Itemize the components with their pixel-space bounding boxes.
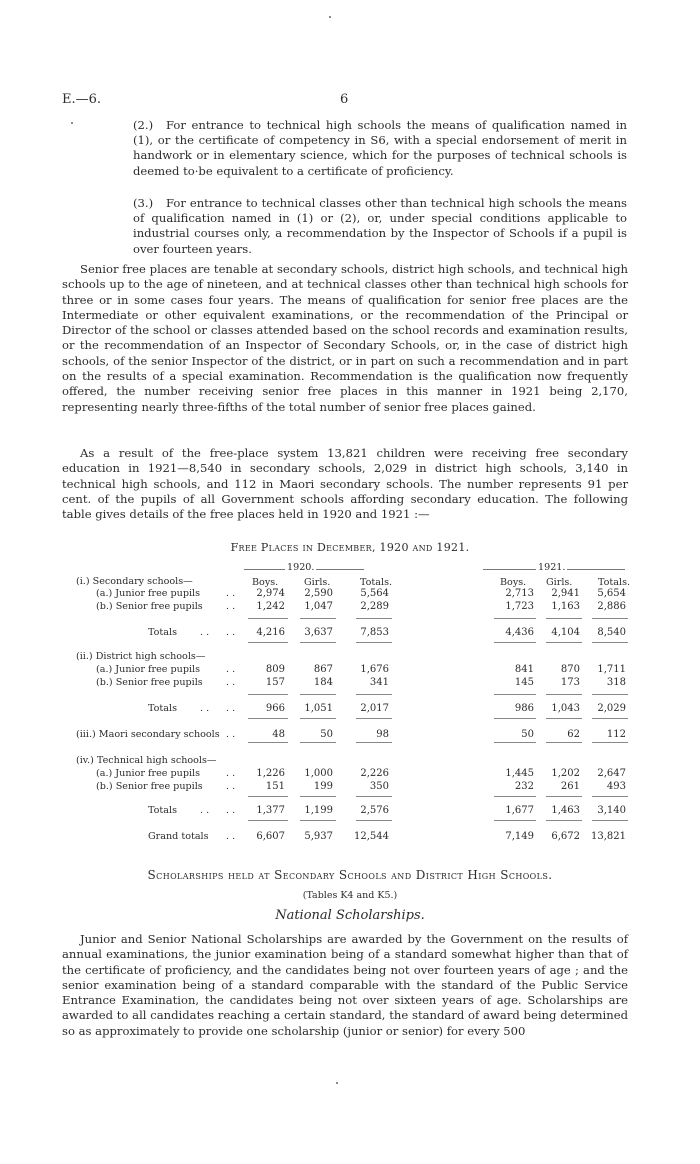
table-cell: 2,029 — [597, 703, 626, 714]
table-cell: 1,677 — [505, 805, 534, 816]
table-cell: 232 — [514, 781, 534, 792]
table-rule — [300, 694, 336, 695]
table-cell: 112 — [606, 729, 626, 740]
table-cell: 2,647 — [597, 768, 626, 779]
scan-mark — [336, 1082, 338, 1084]
table-rule — [494, 820, 536, 821]
table-rule — [248, 820, 288, 821]
table-cell: 1,723 — [505, 601, 534, 612]
table-rule — [356, 694, 392, 695]
col-header: Totals. — [598, 577, 631, 588]
table-cell: 2,576 — [360, 805, 389, 816]
row-group-label: (ii.) District high schools— — [76, 651, 206, 662]
section-subheading: (Tables K4 and K5.) — [302, 890, 398, 901]
table-cell: 3,637 — [304, 627, 333, 638]
table-cell: 145 — [514, 677, 534, 688]
table-cell: 493 — [606, 781, 626, 792]
table-rule — [592, 796, 628, 797]
section-title: National Scholarships. — [275, 908, 425, 923]
col-header: Girls. — [546, 577, 573, 588]
table-cell: 841 — [514, 664, 534, 675]
table-cell: 966 — [265, 703, 285, 714]
table-rule — [494, 796, 536, 797]
table-cell: 2,017 — [360, 703, 389, 714]
row-group-label: (iv.) Technical high schools— — [76, 755, 217, 766]
table-cell: 6,607 — [256, 831, 285, 842]
table-cell: 986 — [514, 703, 534, 714]
col-header: Boys. — [252, 577, 279, 588]
table-cell: 3,140 — [597, 805, 626, 816]
table-rule — [546, 742, 582, 743]
table-cell: 2,713 — [505, 588, 534, 599]
table-cell: 12,544 — [354, 831, 389, 842]
list-number: (3.) — [133, 196, 154, 210]
report-reference: E.—6. — [62, 92, 102, 107]
row-label: (b.) Senior free pupils — [96, 781, 203, 792]
table-cell: 2,886 — [597, 601, 626, 612]
table-cell: 350 — [369, 781, 389, 792]
table-rule — [592, 642, 628, 643]
table-rule — [248, 796, 288, 797]
leader-dots: . . — [226, 627, 236, 638]
table-rule — [494, 642, 536, 643]
row-label: (b.) Senior free pupils — [96, 677, 203, 688]
section-heading: Scholarships held at Secondary Schools and District High Schools. — [147, 868, 553, 882]
table-rule — [546, 820, 582, 821]
table-cell: 50 — [320, 729, 333, 740]
table-cell: 199 — [313, 781, 333, 792]
table-cell: 1,202 — [551, 768, 580, 779]
table-cell: 1,676 — [360, 664, 389, 675]
table-rule — [300, 642, 336, 643]
table-rule — [592, 718, 628, 719]
year-1921: 1921. — [538, 562, 566, 573]
table-cell: 48 — [272, 729, 285, 740]
table-rule — [546, 618, 582, 619]
list-number: (2.) — [133, 118, 154, 132]
row-group-label: (iii.) Maori secondary schools — [76, 729, 220, 740]
table-cell: 2,289 — [360, 601, 389, 612]
grand-totals-label: Grand totals — [148, 831, 209, 842]
leader-dots: . . — [226, 805, 236, 816]
totals-label: Totals — [148, 805, 177, 816]
table-cell: 8,540 — [597, 627, 626, 638]
year-1920: 1920. — [287, 562, 315, 573]
table-rule — [494, 694, 536, 695]
table-rule — [300, 618, 336, 619]
table-cell: 261 — [560, 781, 580, 792]
table-rule — [356, 796, 392, 797]
table-cell: 184 — [313, 677, 333, 688]
table-cell: 50 — [521, 729, 534, 740]
table-cell: 5,564 — [360, 588, 389, 599]
table-cell: 1,226 — [256, 768, 285, 779]
table-cell: 341 — [369, 677, 389, 688]
leader-dots: . . — [200, 703, 210, 714]
table-cell: 1,377 — [256, 805, 285, 816]
paragraph-free-place-system: As a result of the free-place system 13,821 children were receiving free secondary education in 1921—8,540 in secondary schools, 2,029 in district high schools, 3,140 in technical high schools, and 112 in Maori secondary schools. The number represents 91 per cent. of the pupils of all Government schools affording secondary education. The following table gives details of the free places held in 1920 and 1921 :— — [62, 446, 628, 522]
table-cell: 2,974 — [256, 588, 285, 599]
table-cell: 4,216 — [256, 627, 285, 638]
row-group-label: (i.) Secondary schools— — [76, 576, 193, 587]
row-label: (a.) Junior free pupils — [96, 664, 201, 675]
table-rule — [592, 742, 628, 743]
table-cell: 98 — [376, 729, 389, 740]
table-rule — [592, 618, 628, 619]
table-cell: 870 — [560, 664, 580, 675]
table-rule — [546, 796, 582, 797]
table-rule — [592, 820, 628, 821]
table-rule — [592, 694, 628, 695]
table-title: Free Places in December, 1920 and 1921. — [230, 541, 470, 554]
list-text: For entrance to technical high schools the means of qualification named in (1), or the certificate of competency in S6, with a special endorsement of merit in handwork or in elementary science, which for the purposes of technical schools is deemed to·be equivalent to a certificate of proficiency. — [133, 118, 627, 178]
table-cell: 151 — [265, 781, 285, 792]
leader-dots: . . — [200, 805, 210, 816]
leader-dots: . . — [226, 677, 236, 688]
table-rule — [248, 718, 288, 719]
table-cell: 4,436 — [505, 627, 534, 638]
paragraph-national-scholarships: Junior and Senior National Scholarships are awarded by the Government on the results of annual examinations, the junior examination being of a standard somewhat higher than that of the certificate of proficiency, and the candidates being not over fourteen years of age ; and the senior examination being of a standard comparable with the standard of the Public Service Entrance Examination, the candidates being not over sixteen years of age. Scholarships are awarded to all candidates reaching a certain standard, the standard of award being determined so as approximately to provide one scholarship (junior or senior) for every 500 — [62, 932, 628, 1038]
totals-label: Totals — [148, 703, 177, 714]
table-cell: 5,654 — [597, 588, 626, 599]
table-rule — [300, 742, 336, 743]
table-cell: 4,104 — [551, 627, 580, 638]
table-rule — [248, 742, 288, 743]
table-cell: 1,163 — [551, 601, 580, 612]
table-cell: 7,149 — [505, 831, 534, 842]
table-rule — [248, 694, 288, 695]
table-cell: 1,047 — [304, 601, 333, 612]
table-cell: 2,590 — [304, 588, 333, 599]
table-rule — [546, 642, 582, 643]
row-label: (a.) Junior free pupils — [96, 768, 201, 779]
table-cell: 1,463 — [551, 805, 580, 816]
leader-dots: . . — [226, 831, 236, 842]
col-header: Boys. — [500, 577, 527, 588]
table-cell: 318 — [606, 677, 626, 688]
totals-label: Totals — [148, 627, 177, 638]
table-rule — [248, 642, 288, 643]
table-cell: 1,043 — [551, 703, 580, 714]
table-rule — [300, 820, 336, 821]
table-cell: 1,000 — [304, 768, 333, 779]
leader-dots: . . — [226, 703, 236, 714]
table-cell: 1,445 — [505, 768, 534, 779]
scan-mark — [329, 16, 331, 18]
leader-dots: . . — [226, 601, 236, 612]
row-label: (b.) Senior free pupils — [96, 601, 203, 612]
leader-dots: . . — [226, 588, 236, 599]
table-cell: 1,051 — [304, 703, 333, 714]
table-rule — [300, 796, 336, 797]
table-cell: 157 — [265, 677, 285, 688]
col-header: Totals. — [360, 577, 393, 588]
page-number: 6 — [340, 92, 349, 107]
table-rule — [356, 618, 392, 619]
table-rule — [300, 718, 336, 719]
row-label: (a.) Junior free pupils — [96, 588, 201, 599]
leader-dots: . . — [200, 627, 210, 638]
table-rule — [356, 742, 392, 743]
paragraph-senior-free-places: Senior free places are tenable at secondary schools, district high schools, and technical high schools up to the age of nineteen, and at technical classes other than technical high schools for three or in some cases four years. The means of qualification for senior free places are the Intermediate or other equivalent examinations, or the recommendation of the Principal or Director of the school or classes attended based on the school records and examination results, or the recommendation of an Inspector of Secondary Schools, or, in the case of district high schools, of the senior Inspector of the district, or in part on such a recommendation and in part on the results of a special examination. Recommendation is the qualification now frequently offered, the number receiving senior free places in this manner in 1921 being 2,170, representing nearly three-fifths of the total number of senior free places gained. — [62, 262, 628, 414]
table-rule — [248, 618, 288, 619]
table-cell: 6,672 — [551, 831, 580, 842]
table-cell: 867 — [313, 664, 333, 675]
table-cell: 1,242 — [256, 601, 285, 612]
table-rule — [546, 718, 582, 719]
table-rule — [356, 642, 392, 643]
list-text: For entrance to technical classes other than technical high schools the means of qualification named in (1) or (2), or, under special conditions applicable to industrial courses only, a recommendation by the Inspector of Schools if a pupil is over fourteen years. — [133, 196, 627, 256]
col-header: Girls. — [304, 577, 331, 588]
list-item-2 — [133, 118, 627, 179]
table-cell: 173 — [560, 677, 580, 688]
table-cell: 62 — [567, 729, 580, 740]
table-rule — [356, 718, 392, 719]
list-item-3 — [133, 196, 627, 257]
table-cell: 809 — [265, 664, 285, 675]
table-rule — [356, 820, 392, 821]
table-cell: 1,199 — [304, 805, 333, 816]
table-rule — [494, 718, 536, 719]
leader-dots: . . — [226, 664, 236, 675]
table-cell: 1,711 — [597, 664, 626, 675]
table-rule — [494, 742, 536, 743]
table-cell: 7,853 — [360, 627, 389, 638]
table-rule — [494, 618, 536, 619]
table-rule — [546, 694, 582, 695]
leader-dots: . . — [226, 729, 236, 740]
leader-dots: . . — [226, 768, 236, 779]
leader-dots: . . — [226, 781, 236, 792]
table-cell: 13,821 — [591, 831, 626, 842]
bullet-mark — [71, 122, 73, 124]
table-cell: 2,941 — [551, 588, 580, 599]
table-cell: 2,226 — [360, 768, 389, 779]
table-cell: 5,937 — [304, 831, 333, 842]
